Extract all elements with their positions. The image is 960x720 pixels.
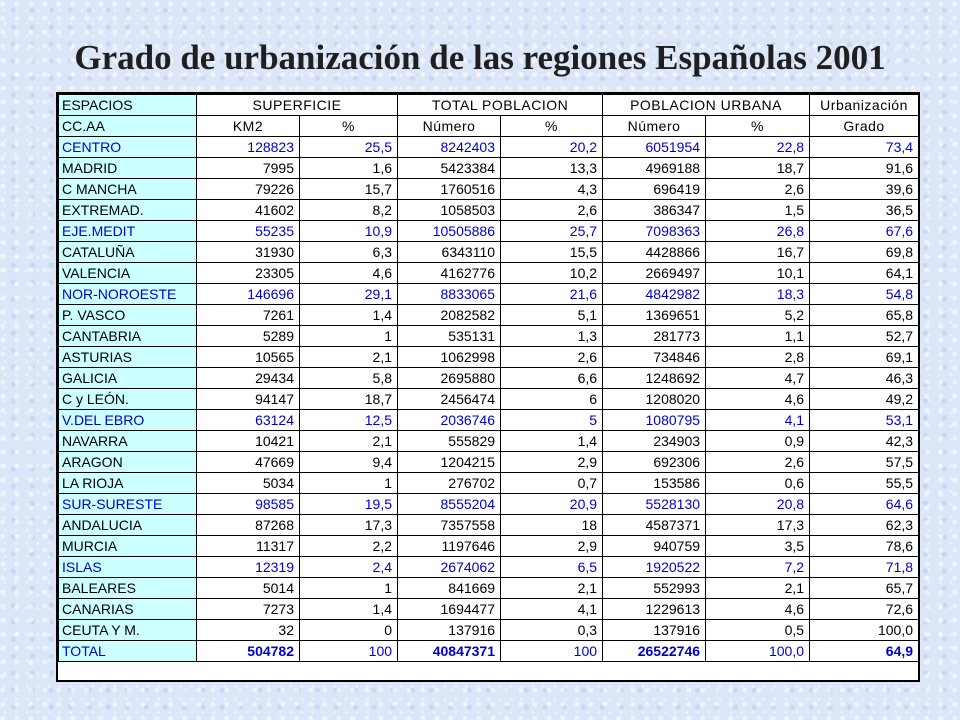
data-cell: 0,5 <box>706 620 810 641</box>
data-cell: 4,7 <box>706 368 810 389</box>
data-cell: 79226 <box>197 179 300 200</box>
region-row <box>59 284 919 305</box>
row-label: VALENCIA <box>59 263 197 284</box>
data-cell: 25,7 <box>501 221 603 242</box>
header-cell: Urbanización <box>810 95 919 116</box>
data-cell: 0,7 <box>501 473 603 494</box>
row-label: CANARIAS <box>59 599 197 620</box>
data-cell: 32 <box>197 620 300 641</box>
row-label: MADRID <box>59 158 197 179</box>
data-cell: 47669 <box>197 452 300 473</box>
data-cell: 20,9 <box>501 494 603 515</box>
row-label: C MANCHA <box>59 179 197 200</box>
data-cell: 22,8 <box>706 137 810 158</box>
row-label: MURCIA <box>59 536 197 557</box>
data-cell: 2674062 <box>398 557 501 578</box>
data-cell: 13,3 <box>501 158 603 179</box>
community-row <box>59 515 919 536</box>
data-cell: 137916 <box>398 620 501 641</box>
row-label: ISLAS <box>59 557 197 578</box>
data-cell: 100 <box>501 641 603 662</box>
data-cell: 55,5 <box>810 473 919 494</box>
data-cell: 29,1 <box>300 284 398 305</box>
header-cell: Número <box>398 116 501 137</box>
data-cell: 1204215 <box>398 452 501 473</box>
data-cell: 1229613 <box>603 599 706 620</box>
row-label: GALICIA <box>59 368 197 389</box>
data-cell: 87268 <box>197 515 300 536</box>
data-cell: 1920522 <box>603 557 706 578</box>
region-row <box>59 137 919 158</box>
community-row <box>59 326 919 347</box>
data-cell: 42,3 <box>810 431 919 452</box>
data-cell: 552993 <box>603 578 706 599</box>
data-cell: 1058503 <box>398 200 501 221</box>
community-row <box>59 158 919 179</box>
data-cell: 5423384 <box>398 158 501 179</box>
data-cell: 1694477 <box>398 599 501 620</box>
data-cell: 49,2 <box>810 389 919 410</box>
data-cell: 692306 <box>603 452 706 473</box>
header-cell: Grado <box>810 116 919 137</box>
data-cell: 41602 <box>197 200 300 221</box>
data-cell: 5014 <box>197 578 300 599</box>
data-cell: 1,4 <box>300 305 398 326</box>
community-row <box>59 452 919 473</box>
row-label: P. VASCO <box>59 305 197 326</box>
data-cell: 10,1 <box>706 263 810 284</box>
data-cell: 17,3 <box>706 515 810 536</box>
data-cell: 91,6 <box>810 158 919 179</box>
data-cell: 4428866 <box>603 242 706 263</box>
row-label: ANDALUCIA <box>59 515 197 536</box>
community-row <box>59 473 919 494</box>
data-cell: 18,3 <box>706 284 810 305</box>
data-cell: 100,0 <box>810 620 919 641</box>
data-cell: 7,2 <box>706 557 810 578</box>
header-cell: TOTAL POBLACION <box>398 95 603 116</box>
data-cell: 4,6 <box>300 263 398 284</box>
data-cell: 146696 <box>197 284 300 305</box>
data-cell: 10565 <box>197 347 300 368</box>
data-cell: 2082582 <box>398 305 501 326</box>
row-label: EXTREMAD. <box>59 200 197 221</box>
row-label: C y LEÓN. <box>59 389 197 410</box>
data-cell: 64,6 <box>810 494 919 515</box>
data-cell: 7273 <box>197 599 300 620</box>
data-cell: 2456474 <box>398 389 501 410</box>
data-cell: 20,2 <box>501 137 603 158</box>
data-cell: 281773 <box>603 326 706 347</box>
header-cell: ESPACIOS <box>59 95 197 116</box>
data-cell: 29434 <box>197 368 300 389</box>
data-cell: 234903 <box>603 431 706 452</box>
data-cell: 1197646 <box>398 536 501 557</box>
row-label: V.DEL EBRO <box>59 410 197 431</box>
header-cell: KM2 <box>197 116 300 137</box>
region-row <box>59 494 919 515</box>
data-cell: 100 <box>300 641 398 662</box>
data-cell: 2036746 <box>398 410 501 431</box>
row-label: NAVARRA <box>59 431 197 452</box>
data-cell: 10,2 <box>501 263 603 284</box>
community-row <box>59 620 919 641</box>
data-cell: 21,6 <box>501 284 603 305</box>
data-cell: 2,6 <box>501 200 603 221</box>
header-row-groups <box>59 95 919 116</box>
data-cell: 6,6 <box>501 368 603 389</box>
data-cell: 1248692 <box>603 368 706 389</box>
community-row <box>59 368 919 389</box>
data-cell: 20,8 <box>706 494 810 515</box>
data-cell: 67,6 <box>810 221 919 242</box>
data-cell: 78,6 <box>810 536 919 557</box>
total-row <box>59 641 919 662</box>
data-cell: 555829 <box>398 431 501 452</box>
data-cell: 4587371 <box>603 515 706 536</box>
data-cell: 18,7 <box>706 158 810 179</box>
data-cell: 2,1 <box>300 431 398 452</box>
data-cell: 153586 <box>603 473 706 494</box>
data-cell: 2,8 <box>706 347 810 368</box>
data-cell: 1208020 <box>603 389 706 410</box>
data-cell: 0,9 <box>706 431 810 452</box>
data-cell: 2,1 <box>706 578 810 599</box>
row-label: NOR-NOROESTE <box>59 284 197 305</box>
community-row <box>59 431 919 452</box>
data-cell: 62,3 <box>810 515 919 536</box>
header-cell: POBLACION URBANA <box>603 95 810 116</box>
header-row-units <box>59 116 919 137</box>
data-cell: 6,5 <box>501 557 603 578</box>
region-row <box>59 221 919 242</box>
data-cell: 94147 <box>197 389 300 410</box>
data-cell: 72,6 <box>810 599 919 620</box>
data-cell: 15,7 <box>300 179 398 200</box>
data-cell: 2,6 <box>706 452 810 473</box>
row-label: CATALUÑA <box>59 242 197 263</box>
community-row <box>59 347 919 368</box>
community-row <box>59 578 919 599</box>
data-cell: 1 <box>300 326 398 347</box>
header-cell: % <box>706 116 810 137</box>
data-table <box>58 94 919 662</box>
data-cell: 71,8 <box>810 557 919 578</box>
data-cell: 18 <box>501 515 603 536</box>
data-cell: 9,4 <box>300 452 398 473</box>
data-cell: 69,8 <box>810 242 919 263</box>
data-cell: 2,6 <box>706 179 810 200</box>
row-label: TOTAL <box>59 641 197 662</box>
data-cell: 16,7 <box>706 242 810 263</box>
data-cell: 65,8 <box>810 305 919 326</box>
data-cell: 2,1 <box>501 578 603 599</box>
row-label: SUR-SURESTE <box>59 494 197 515</box>
data-cell: 98585 <box>197 494 300 515</box>
data-cell: 940759 <box>603 536 706 557</box>
region-row <box>59 557 919 578</box>
data-cell: 36,5 <box>810 200 919 221</box>
data-cell: 57,5 <box>810 452 919 473</box>
data-cell: 8,2 <box>300 200 398 221</box>
community-row <box>59 242 919 263</box>
data-cell: 8555204 <box>398 494 501 515</box>
data-cell: 4,1 <box>706 410 810 431</box>
data-cell: 1 <box>300 578 398 599</box>
data-cell: 2669497 <box>603 263 706 284</box>
data-cell: 64,9 <box>810 641 919 662</box>
data-cell: 4,6 <box>706 389 810 410</box>
data-cell: 19,5 <box>300 494 398 515</box>
header-cell: % <box>501 116 603 137</box>
data-cell: 4842982 <box>603 284 706 305</box>
data-cell: 2,9 <box>501 452 603 473</box>
data-cell: 55235 <box>197 221 300 242</box>
data-cell: 4162776 <box>398 263 501 284</box>
data-cell: 10,9 <box>300 221 398 242</box>
data-cell: 1,4 <box>300 599 398 620</box>
data-cell: 18,7 <box>300 389 398 410</box>
community-row <box>59 389 919 410</box>
data-cell: 276702 <box>398 473 501 494</box>
data-cell: 52,7 <box>810 326 919 347</box>
data-cell: 39,6 <box>810 179 919 200</box>
data-cell: 53,1 <box>810 410 919 431</box>
data-cell: 6 <box>501 389 603 410</box>
data-cell: 5289 <box>197 326 300 347</box>
data-cell: 128823 <box>197 137 300 158</box>
data-cell: 2,2 <box>300 536 398 557</box>
data-cell: 7995 <box>197 158 300 179</box>
data-cell: 10505886 <box>398 221 501 242</box>
data-cell: 696419 <box>603 179 706 200</box>
header-cell: Número <box>603 116 706 137</box>
region-row <box>59 410 919 431</box>
row-label: CEUTA Y M. <box>59 620 197 641</box>
data-cell: 15,5 <box>501 242 603 263</box>
data-cell: 100,0 <box>706 641 810 662</box>
data-cell: 8242403 <box>398 137 501 158</box>
data-cell: 1369651 <box>603 305 706 326</box>
header-cell: % <box>300 116 398 137</box>
data-cell: 4,3 <box>501 179 603 200</box>
data-cell: 386347 <box>603 200 706 221</box>
data-cell: 4,6 <box>706 599 810 620</box>
data-cell: 5528130 <box>603 494 706 515</box>
data-cell: 10421 <box>197 431 300 452</box>
data-cell: 46,3 <box>810 368 919 389</box>
data-cell: 1,1 <box>706 326 810 347</box>
data-cell: 535131 <box>398 326 501 347</box>
data-cell: 1,3 <box>501 326 603 347</box>
data-cell: 137916 <box>603 620 706 641</box>
row-label: LA RIOJA <box>59 473 197 494</box>
data-cell: 1760516 <box>398 179 501 200</box>
header-cell: SUPERFICIE <box>197 95 398 116</box>
data-cell: 31930 <box>197 242 300 263</box>
data-cell: 6343110 <box>398 242 501 263</box>
data-cell: 4969188 <box>603 158 706 179</box>
data-cell: 5,1 <box>501 305 603 326</box>
urbanization-table <box>56 92 920 682</box>
community-row <box>59 305 919 326</box>
data-cell: 1 <box>300 473 398 494</box>
community-row <box>59 599 919 620</box>
data-cell: 2,4 <box>300 557 398 578</box>
row-label: CANTABRIA <box>59 326 197 347</box>
data-cell: 2,1 <box>300 347 398 368</box>
data-cell: 25,5 <box>300 137 398 158</box>
data-cell: 12,5 <box>300 410 398 431</box>
data-cell: 5 <box>501 410 603 431</box>
data-cell: 5034 <box>197 473 300 494</box>
data-cell: 1080795 <box>603 410 706 431</box>
data-cell: 54,8 <box>810 284 919 305</box>
data-cell: 2,6 <box>501 347 603 368</box>
data-cell: 7357558 <box>398 515 501 536</box>
data-cell: 5,8 <box>300 368 398 389</box>
data-cell: 26,8 <box>706 221 810 242</box>
data-cell: 0,6 <box>706 473 810 494</box>
data-cell: 1062998 <box>398 347 501 368</box>
data-cell: 6,3 <box>300 242 398 263</box>
row-label: CENTRO <box>59 137 197 158</box>
row-label: ARAGON <box>59 452 197 473</box>
data-cell: 6051954 <box>603 137 706 158</box>
community-row <box>59 200 919 221</box>
data-cell: 7098363 <box>603 221 706 242</box>
data-cell: 65,7 <box>810 578 919 599</box>
data-cell: 17,3 <box>300 515 398 536</box>
data-cell: 12319 <box>197 557 300 578</box>
row-label: EJE.MEDIT <box>59 221 197 242</box>
page-title: Grado de urbanización de las regiones Españolas 2001 <box>74 38 886 77</box>
data-cell: 1,6 <box>300 158 398 179</box>
data-cell: 3,5 <box>706 536 810 557</box>
data-cell: 2,9 <box>501 536 603 557</box>
data-cell: 11317 <box>197 536 300 557</box>
data-cell: 7261 <box>197 305 300 326</box>
row-label: ASTURIAS <box>59 347 197 368</box>
data-cell: 64,1 <box>810 263 919 284</box>
data-cell: 504782 <box>197 641 300 662</box>
community-row <box>59 179 919 200</box>
data-cell: 8833065 <box>398 284 501 305</box>
data-cell: 2695880 <box>398 368 501 389</box>
row-label: BALEARES <box>59 578 197 599</box>
data-cell: 0 <box>300 620 398 641</box>
data-cell: 0,3 <box>501 620 603 641</box>
data-cell: 40847371 <box>398 641 501 662</box>
data-cell: 63124 <box>197 410 300 431</box>
header-cell: CC.AA <box>59 116 197 137</box>
data-cell: 69,1 <box>810 347 919 368</box>
data-cell: 734846 <box>603 347 706 368</box>
community-row <box>59 536 919 557</box>
data-cell: 841669 <box>398 578 501 599</box>
data-cell: 23305 <box>197 263 300 284</box>
community-row <box>59 263 919 284</box>
data-cell: 5,2 <box>706 305 810 326</box>
data-cell: 1,5 <box>706 200 810 221</box>
data-cell: 1,4 <box>501 431 603 452</box>
data-cell: 4,1 <box>501 599 603 620</box>
data-cell: 73,4 <box>810 137 919 158</box>
data-cell: 26522746 <box>603 641 706 662</box>
